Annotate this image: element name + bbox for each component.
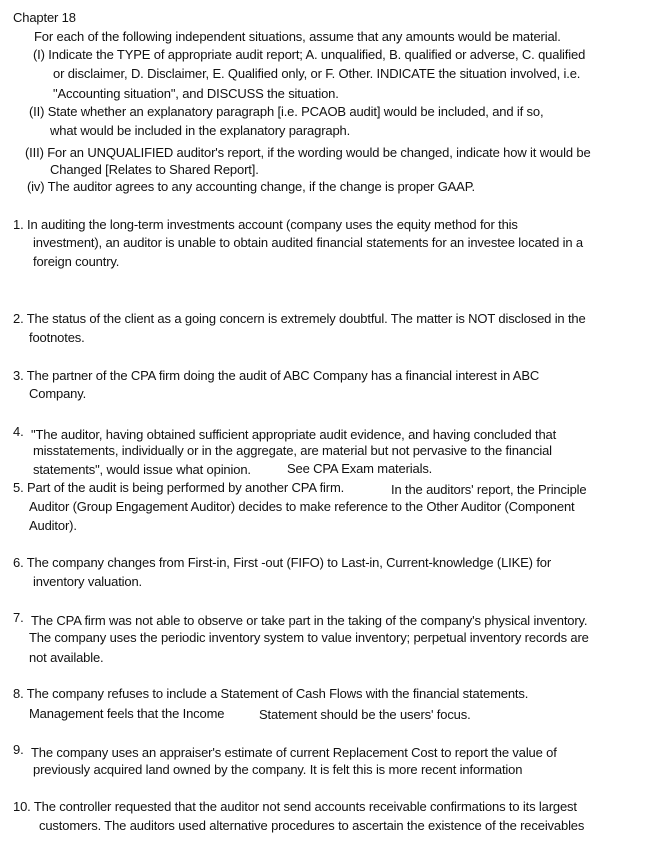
instruction-1-line-1: (I) Indicate the TYPE of appropriate audit report; A. unqualified, B. qualified or adverse, C. qualified xyxy=(33,47,586,62)
instruction-1-line-2: or disclaimer, D. Disclaimer, E. Qualified only, or F. Other. INDICATE the situation involved, i.e. xyxy=(53,66,581,81)
item-9-line-1: The company uses an appraiser's estimate of current Replacement Cost to report the value of xyxy=(31,745,557,760)
instruction-2-line-1: (II) State whether an explanatory paragraph [i.e. PCAOB audit] would be included, and if so, xyxy=(29,104,544,119)
item-7-line-1: The CPA firm was not able to observe or take part in the taking of the company's physical inventory. xyxy=(31,613,588,628)
instruction-4-line-1: (iv) The auditor agrees to any accounting change, if the change is proper GAAP. xyxy=(27,179,476,194)
item-10-line-2: customers. The auditors used alternative procedures to ascertain the existence of the receivables xyxy=(39,818,585,833)
item-1-line-1: 1. In auditing the long-term investments account (company uses the equity method for this xyxy=(13,217,518,232)
instruction-1-line-3: "Accounting situation", and DISCUSS the situation. xyxy=(53,86,339,101)
item-10-line-1: 10. The controller requested that the auditor not send accounts receivable confirmations to its largest xyxy=(13,799,577,814)
chapter-title: Chapter 18 xyxy=(13,10,76,25)
instruction-2-line-2: what would be included in the explanatory paragraph. xyxy=(50,123,351,138)
item-4-line-3: statements", would issue what opinion. xyxy=(33,462,251,477)
intro-text: For each of the following independent situations, assume that any amounts would be material. xyxy=(34,29,561,44)
item-1-line-2: investment), an auditor is unable to obtain audited financial statements for an investee located in a xyxy=(33,235,583,250)
item-4-line-2: misstatements, individually or in the aggregate, are material but not pervasive to the financial xyxy=(33,443,552,458)
item-4-line-1: "The auditor, having obtained sufficient appropriate audit evidence, and having concluded that xyxy=(31,427,557,442)
item-7-number: 7. xyxy=(13,610,24,625)
item-5-line-1: 5. Part of the audit is being performed by another CPA firm. xyxy=(13,480,345,495)
instruction-3-line-1: (III) For an UNQUALIFIED auditor's report, if the wording would be changed, indicate how it would be xyxy=(25,145,591,160)
item-7-line-2: The company uses the periodic inventory system to value inventory; perpetual inventory records are xyxy=(29,630,589,645)
item-4-number: 4. xyxy=(13,424,24,439)
item-9-number: 9. xyxy=(13,742,24,757)
item-2-line-1: 2. The status of the client as a going concern is extremely doubtful. The matter is NOT disclosed in the xyxy=(13,311,586,326)
item-9-line-2: previously acquired land owned by the company. It is felt this is more recent information xyxy=(33,762,523,777)
item-8-line-2-continued: Statement should be the users' focus. xyxy=(259,707,471,722)
item-1-line-3: foreign country. xyxy=(33,254,120,269)
item-3-line-1: 3. The partner of the CPA firm doing the audit of ABC Company has a financial interest in ABC xyxy=(13,368,540,383)
instruction-3-line-2: Changed [Relates to Shared Report]. xyxy=(50,162,259,177)
item-6-line-2: inventory valuation. xyxy=(33,574,143,589)
item-7-line-3: not available. xyxy=(29,650,104,665)
item-3-line-2: Company. xyxy=(29,386,87,401)
item-5-line-1-continued: In the auditors' report, the Principle xyxy=(391,482,587,497)
item-5-line-3: Auditor). xyxy=(29,518,77,533)
item-8-line-1: 8. The company refuses to include a Statement of Cash Flows with the financial statements. xyxy=(13,686,529,701)
item-6-line-1: 6. The company changes from First-in, First -out (FIFO) to Last-in, Current-knowledge (LIKE) for xyxy=(13,555,552,570)
item-4-line-3-note: See CPA Exam materials. xyxy=(287,461,433,476)
item-5-line-2: Auditor (Group Engagement Auditor) decides to make reference to the Other Auditor (Component xyxy=(29,499,575,514)
item-2-line-2: footnotes. xyxy=(29,330,85,345)
item-8-line-2: Management feels that the Income xyxy=(29,706,225,721)
